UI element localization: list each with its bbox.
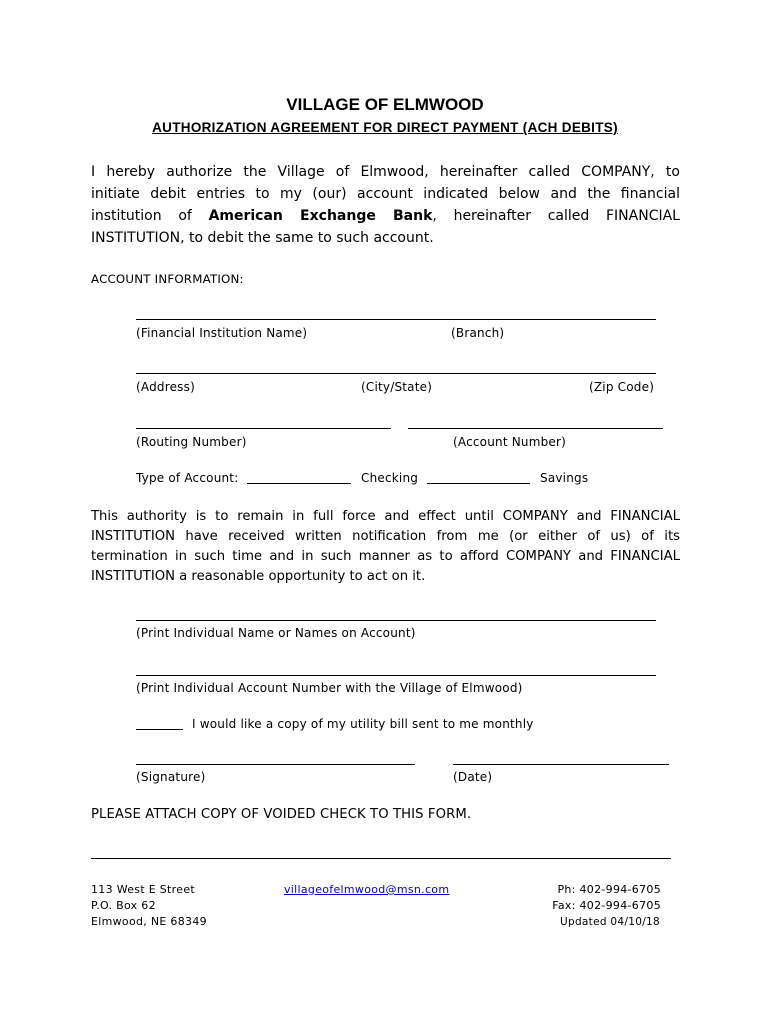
authority-line-4: INSTITUTION a reasonable opportunity to act on it. [91, 569, 426, 584]
date-line[interactable] [453, 764, 669, 765]
footer-phone: Ph: 402-994-6705 [557, 883, 661, 896]
footer-updated: Updated 04/10/18 [560, 916, 660, 928]
address-label: (Address) [136, 380, 195, 394]
footer-address-line-1: 113 West E Street [91, 883, 196, 896]
signature-label: (Signature) [136, 770, 206, 784]
print-account-label: (Print Individual Account Number with the Village of Elmwood) [136, 681, 523, 695]
checking-label: Checking [361, 471, 419, 485]
copy-bill-label: I would like a copy of my utility bill sent to me monthly [192, 717, 534, 731]
intro-line-3-post: , hereinafter called FINANCIAL [432, 208, 680, 224]
branch-label: (Branch) [451, 326, 505, 340]
date-label: (Date) [453, 770, 493, 784]
savings-blank[interactable] [427, 483, 530, 484]
print-name-label: (Print Individual Name or Names on Account) [136, 626, 416, 640]
footer-address-line-2: P.O. Box 62 [91, 899, 156, 912]
footer-contact [480, 882, 661, 930]
authority-line-3: termination in such time and in such manner as to afford COMPANY and FINANCIAL [91, 549, 680, 564]
footer-address [91, 882, 207, 930]
intro-line-2: initiate debit entries to my (our) account indicated below and the financial [91, 186, 680, 202]
authority-paragraph [91, 507, 680, 587]
intro-line-1: I hereby authorize the Village of Elmwood, hereinafter called COMPANY, to [91, 164, 680, 180]
attach-voided-check-note: PLEASE ATTACH COPY OF VOIDED CHECK TO THIS FORM. [91, 807, 472, 822]
routing-number-line[interactable] [136, 428, 391, 429]
document-subtitle: AUTHORIZATION AGREEMENT FOR DIRECT PAYMENT (ACH DEBITS) [152, 120, 618, 135]
footer-address-line-3: Elmwood, NE 68349 [91, 915, 207, 928]
savings-label: Savings [540, 471, 589, 485]
account-type-label: Type of Account: [136, 471, 239, 485]
print-account-line[interactable] [136, 675, 656, 676]
footer-fax: Fax: 402-994-6705 [552, 899, 661, 912]
financial-institution-label: (Financial Institution Name) [136, 326, 308, 340]
financial-institution-line[interactable] [136, 319, 656, 320]
authority-line-2: INSTITUTION have received written notification from me (or either of us) of its [91, 529, 680, 544]
routing-number-label: (Routing Number) [136, 435, 247, 449]
document-title: VILLAGE OF ELMWOOD [286, 95, 484, 114]
city-state-label: (City/State) [361, 380, 433, 394]
zip-code-label: (Zip Code) [589, 380, 655, 394]
intro-paragraph [91, 161, 680, 249]
footer-divider [91, 858, 671, 859]
bank-name: American Exchange Bank [208, 208, 433, 224]
intro-line-3-pre: institution of [91, 208, 209, 224]
intro-line-3 [91, 205, 680, 227]
authority-line-1: This authority is to remain in full force and effect until COMPANY and FINANCIAL [91, 509, 680, 524]
footer-email-link[interactable]: villageofelmwood@msn.com [284, 883, 450, 896]
print-name-line[interactable] [136, 620, 656, 621]
account-number-line[interactable] [408, 428, 663, 429]
signature-line[interactable] [136, 764, 415, 765]
address-line[interactable] [136, 373, 656, 374]
copy-bill-blank[interactable] [136, 729, 183, 730]
account-number-label: (Account Number) [453, 435, 567, 449]
intro-line-4: INSTITUTION, to debit the same to such account. [91, 230, 434, 246]
checking-blank[interactable] [247, 483, 351, 484]
account-info-heading: ACCOUNT INFORMATION: [91, 272, 244, 286]
